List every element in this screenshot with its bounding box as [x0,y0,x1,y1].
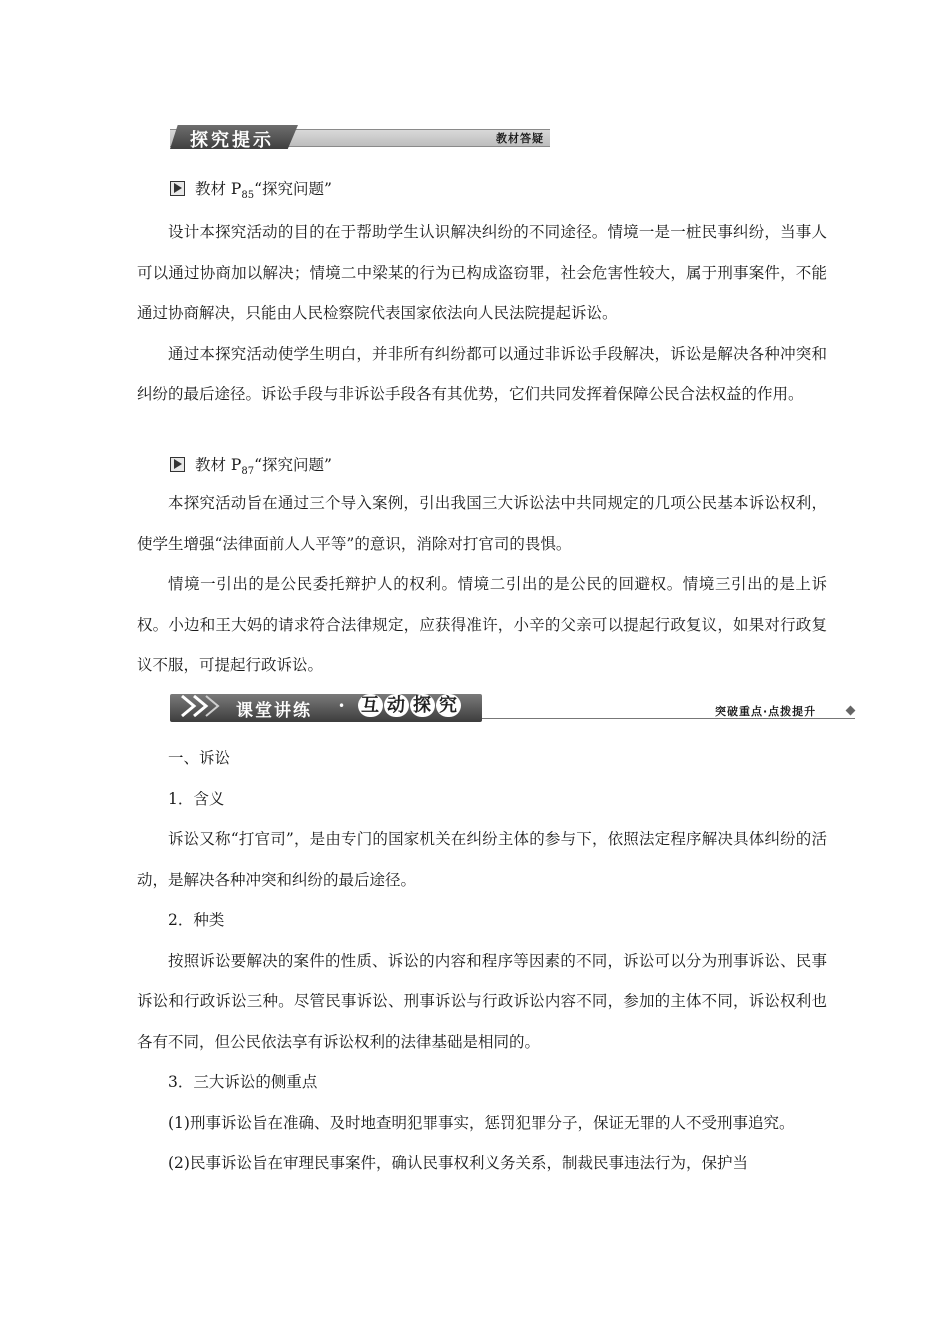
double-chevron-icon [178,695,228,717]
paragraph-group-2 [137,483,827,686]
play-triangle-icon [170,457,185,472]
ref-prefix: 教材 P [195,180,242,198]
paragraph: 设计本探究活动的目的在于帮助学生认识解决纠纷的不同途径。情境一是一桩民事纠纷，当事人可以通过协商加以解决；情境二中梁某的行为已构成盗窃罪，社会危害性较大，属于刑事案件，不能通过协商解决，只能由人民检察院代表国家依法向人民法院提起诉讼。 [137,223,827,322]
paragraph: 本探究活动旨在通过三个导入案例，引出我国三大诉讼法中共同规定的几项公民基本诉讼权利，使学生增强“法律面前人人平等”的意识，消除对打官司的畏惧。 [137,494,827,553]
banner-title: 探究提示 [190,130,274,151]
badge-char: 探 [410,694,435,717]
banner-separator: • [338,699,346,713]
ref-page: 87 [241,466,255,478]
ref-prefix: 教材 P [195,456,242,474]
paragraph: 情境一引出的是公民委托辩护人的权利。情境二引出的是公民的回避权。情境三引出的是上诉权。小边和王大妈的请求符合法律规定，应获得准许，小辛的父亲可以提起行政复议，如果对行政复议不服，可提起行政诉讼。 [137,575,827,674]
heading-1: 一、诉讼 [168,749,231,767]
play-triangle-icon [170,181,185,196]
badge-char: 互 [358,694,383,717]
section-banner-explore-hint [170,125,550,149]
paragraph: 通过本探究活动使学生明白，并非所有纠纷都可以通过非诉讼手段解决，诉讼是解决各种冲突和纠纷的最后途径。诉讼手段与非诉讼手段各有其优势，它们共同发挥着保障公民合法权益的作用。 [137,344,827,403]
textbook-reference-1 [170,178,332,207]
lecture-content [137,738,827,1184]
paragraph: 按照诉讼要解决的案件的性质、诉讼的内容和程序等因素的不同，诉讼可以分为刑事诉讼、民事诉讼和行政诉讼三种。尽管民事诉讼、刑事诉讼与行政诉讼内容不同，参加的主体不同，诉讼权利也各有不同，但公民依法享有诉讼权利的法律基础是相同的。 [137,951,827,1051]
badge-char: 动 [384,694,409,717]
banner-title-badges [354,694,466,718]
paragraph: (2)民事诉讼旨在审理民事案件，确认民事权利义务关系，制裁民事违法行为，保护当 [168,1154,748,1172]
paragraph: (1)刑事诉讼旨在准确、及时地查明犯罪事实，惩罚犯罪分子，保证无罪的人不受刑事追究。 [168,1113,795,1132]
banner-subtitle: 突破重点·点拨提升 [715,705,817,718]
heading-1-2: 2．种类 [168,911,225,929]
ref-title: “探究问题” [254,180,332,198]
textbook-reference-2 [170,454,332,483]
heading-1-1: 1．含义 [168,789,225,808]
banner-subtitle: 教材答疑 [496,132,544,145]
ref-title: “探究问题” [254,456,332,474]
ref-page: 85 [241,190,255,202]
banner-title: 课堂讲练 [236,701,312,721]
diamond-icon [846,706,856,716]
paragraph-group-1 [137,212,827,415]
section-banner-classroom [170,692,860,726]
badge-char: 究 [436,694,461,717]
heading-1-3: 3．三大诉讼的侧重点 [168,1073,318,1091]
paragraph: 诉讼又称“打官司”，是由专门的国家机关在纠纷主体的参与下，依照法定程序解决具体纠纷的活动，是解决各种冲突和纠纷的最后途径。 [137,830,827,889]
